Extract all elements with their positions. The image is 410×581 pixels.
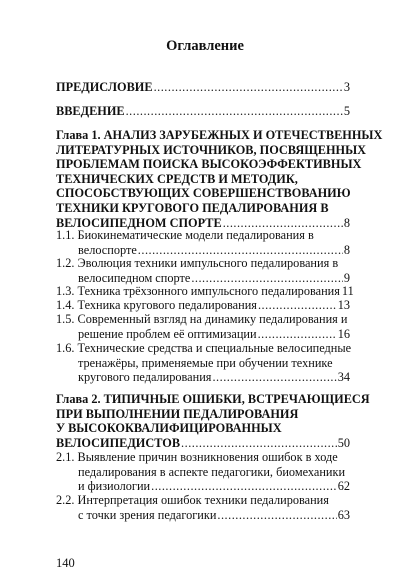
toc-entry-line: 1.6. Технические средства и специальные велосипедные xyxy=(56,341,352,355)
toc-entry xyxy=(56,392,370,450)
toc-entry-page: 63 xyxy=(337,507,350,522)
toc-entry-title: ВЕЛОСИПЕДНОМ СПОРТЕ xyxy=(56,215,222,230)
toc-entry-page: 13 xyxy=(337,298,350,312)
dot-leader xyxy=(126,104,343,119)
toc-entry-line: тренажёры, применяемые при обучении технике xyxy=(78,355,333,370)
toc-entry-last-line xyxy=(56,479,350,494)
toc-entry-last-line xyxy=(56,298,350,313)
toc-entry-last-line xyxy=(56,327,350,342)
toc-entry-line: СПОСОБСТВУЮЩИХ СОВЕРШЕНСТВОВАНИЮ xyxy=(56,186,351,201)
toc-entry-title: с точки зрения педагогики xyxy=(78,507,217,522)
toc-entry-page: 3 xyxy=(343,80,350,94)
toc-entry-page: 34 xyxy=(337,370,350,385)
toc-entry-line: 1.1. Биокинематические модели педалирования в xyxy=(56,228,314,242)
toc-entry xyxy=(56,228,350,257)
toc-entry xyxy=(56,312,350,341)
page-title: Оглавление xyxy=(166,38,244,54)
toc-entry-line: педалирования в аспекте педагогики, биомеханики xyxy=(78,464,346,479)
toc-entry-line: ПРИ ВЫПОЛНЕНИИ ПЕДАЛИРОВАНИЯ xyxy=(56,406,299,421)
toc-entry-last-line xyxy=(56,80,350,95)
toc-entry-title: велосипедном спорте xyxy=(78,270,191,285)
page-number: 140 xyxy=(56,556,75,570)
toc-entry-last-line xyxy=(56,243,350,258)
toc-entry xyxy=(56,450,350,494)
toc-entry-page: 62 xyxy=(337,479,350,494)
toc-entry xyxy=(56,298,350,313)
toc-entry-line: 1.2. Эволюция техники импульсного педалирования в xyxy=(56,256,339,270)
dot-leader xyxy=(217,508,336,523)
toc-entry-page: 5 xyxy=(343,104,350,118)
toc-entry-title: кругового педалирования xyxy=(78,370,212,385)
toc-entry-title: и физиологии xyxy=(78,479,151,494)
toc-entry-line: ТЕХНИЧЕСКИХ СРЕДСТВ И МЕТОДИК, xyxy=(56,171,298,186)
toc-entry xyxy=(56,341,350,385)
dot-leader xyxy=(138,243,343,258)
toc-entry-last-line xyxy=(56,436,350,451)
toc-entry-last-line xyxy=(56,104,350,119)
toc-entry-title: велоспорте xyxy=(78,242,137,257)
toc-entry-line: Глава 2. ТИПИЧНЫЕ ОШИБКИ, ВСТРЕЧАЮЩИЕСЯ xyxy=(56,392,370,406)
toc-entry-page: 16 xyxy=(337,326,350,341)
dot-leader xyxy=(258,327,337,342)
toc-entry-page: 50 xyxy=(337,435,350,450)
dot-leader xyxy=(258,298,337,313)
toc-entry-title: 1.3. Техника трёхзонного импульсного педалирования xyxy=(56,284,340,298)
toc-entry-page: 9 xyxy=(343,270,350,285)
toc-entry xyxy=(56,284,354,299)
toc-entry-line: ПРОБЛЕМАМ ПОИСКА ВЫСОКОЭФФЕКТИВНЫХ xyxy=(56,157,362,172)
dot-leader xyxy=(212,370,336,385)
toc-entry-line: 2.1. Выявление причин возникновения ошибок в ходе xyxy=(56,450,338,464)
toc-entry xyxy=(56,256,350,285)
toc-entry-line: 2.2. Интерпретация ошибок техники педалирования xyxy=(56,493,329,507)
toc-entry xyxy=(56,80,350,95)
toc-entry-line: 1.5. Современный взгляд на динамику педалирования и xyxy=(56,312,348,326)
toc-entry xyxy=(56,128,383,230)
toc-entry-line: ЛИТЕРАТУРНЫХ ИСТОЧНИКОВ, ПОСВЯЩЕННЫХ xyxy=(56,142,367,157)
toc-entry-last-line xyxy=(56,284,354,299)
toc-entry-page: 8 xyxy=(343,242,350,257)
dot-leader xyxy=(191,271,343,286)
toc-entry-last-line xyxy=(56,508,350,523)
toc-entry-page: 11 xyxy=(341,284,354,298)
toc-entry-title: ПРЕДИСЛОВИЕ xyxy=(56,80,153,94)
toc-entry-line: У ВЫСОКОКВАЛИФИЦИРОВАННЫХ xyxy=(56,421,282,436)
toc-entry-title: ВЕЛОСИПЕДИСТОВ xyxy=(56,435,181,450)
toc-entry xyxy=(56,493,350,522)
toc-entry-line: Глава 1. АНАЛИЗ ЗАРУБЕЖНЫХ И ОТЕЧЕСТВЕННЫХ xyxy=(56,128,383,142)
toc-entry xyxy=(56,104,350,119)
dot-leader xyxy=(181,436,337,451)
toc-entry-title: ВВЕДЕНИЕ xyxy=(56,104,125,118)
toc-entry-last-line xyxy=(56,271,350,286)
dot-leader xyxy=(154,80,343,95)
toc-entry-title: решение проблем её оптимизации xyxy=(78,326,257,341)
toc-entry-title: 1.4. Техника кругового педалирования xyxy=(56,298,257,312)
toc-entry-last-line xyxy=(56,370,350,385)
toc-entry-line: ТЕХНИКИ КРУГОВОГО ПЕДАЛИРОВАНИЯ В xyxy=(56,200,329,215)
toc-entry-page: 8 xyxy=(343,215,350,230)
dot-leader xyxy=(151,479,337,494)
